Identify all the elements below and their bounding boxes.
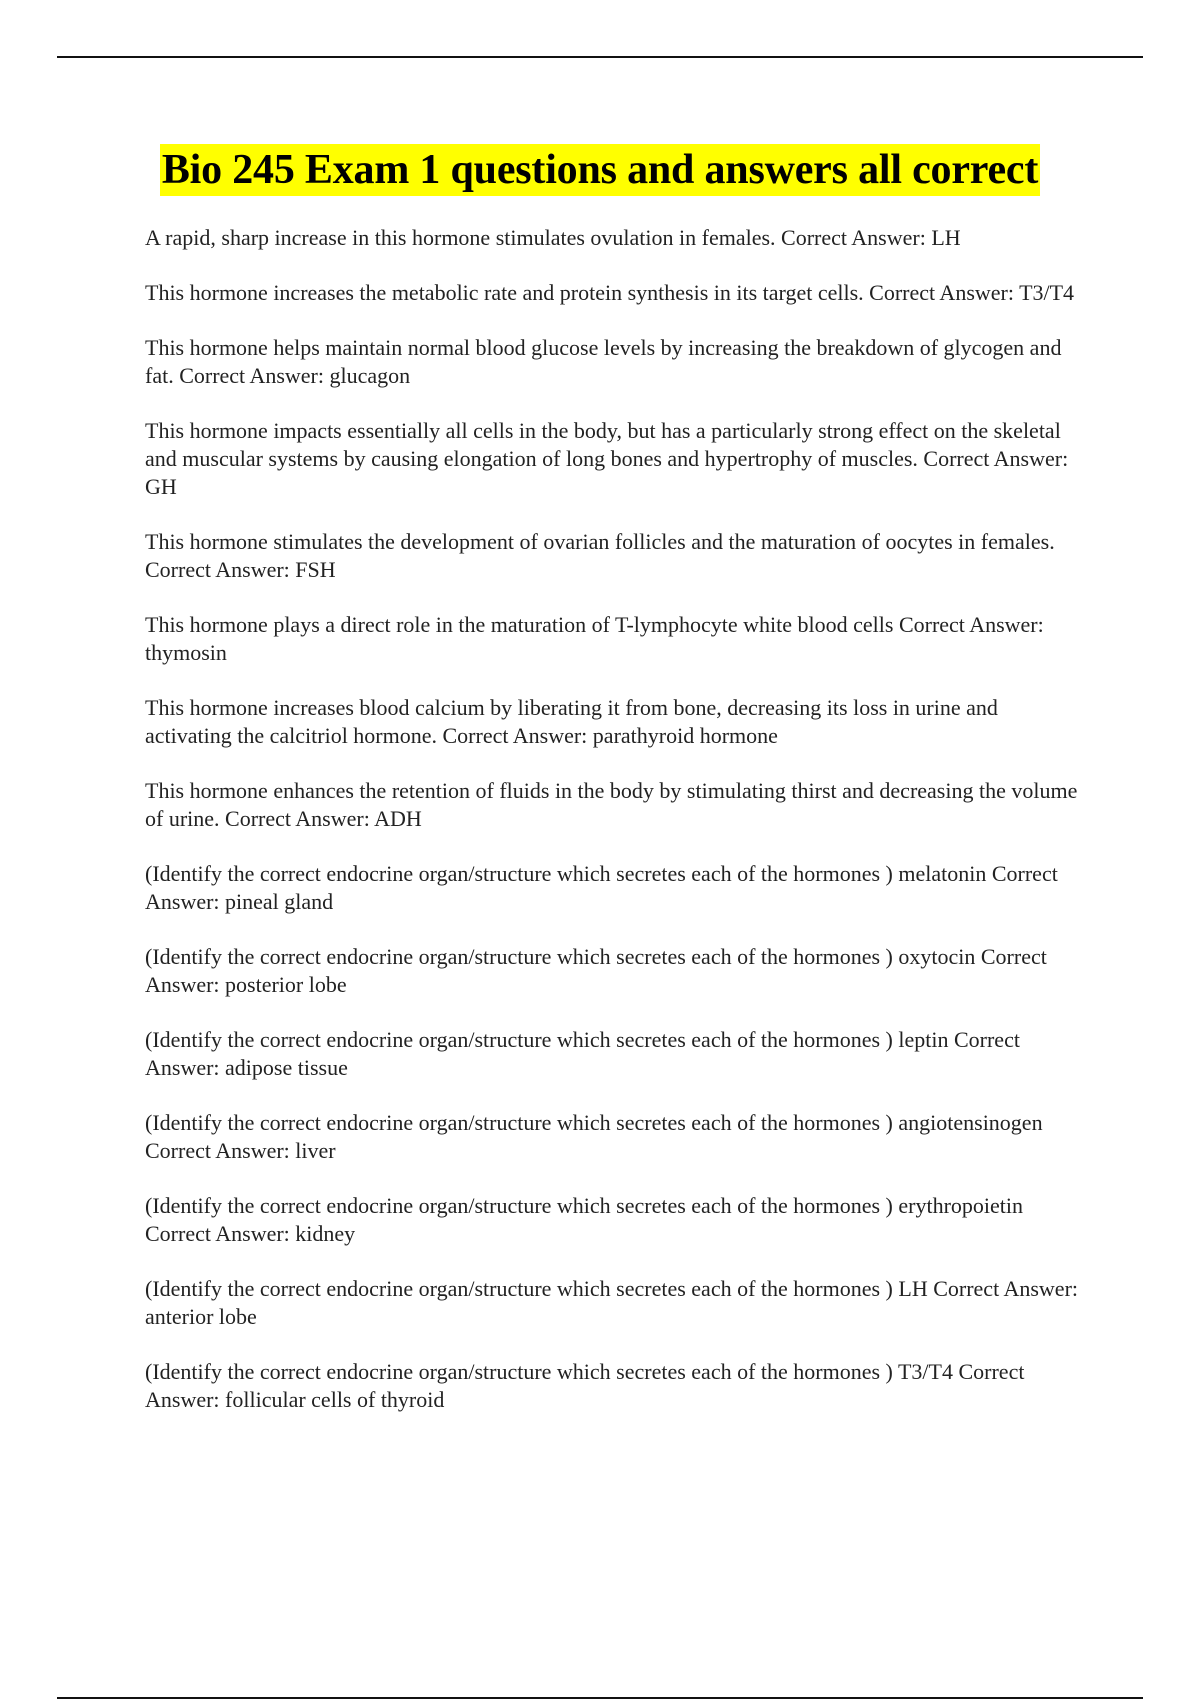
qa-item: A rapid, sharp increase in this hormone stimulates ovulation in females. Correct Answer: LH xyxy=(145,225,961,250)
qa-item: This hormone plays a direct role in the maturation of T-lymphocyte white blood cells Correct Answer: thymosin xyxy=(145,612,1044,665)
page-title: Bio 245 Exam 1 questions and answers all correct xyxy=(160,144,1040,196)
qa-item: (Identify the correct endocrine organ/structure which secretes each of the hormones ) leptin Correct Answer: adipose tissue xyxy=(145,1027,1020,1080)
qa-item: This hormone stimulates the development of ovarian follicles and the maturation of oocytes in females. Correct Answer: FSH xyxy=(145,529,1055,582)
qa-item: (Identify the correct endocrine organ/structure which secretes each of the hormones ) T3/T4 Correct Answer: follicular cells of thyroid xyxy=(145,1359,1025,1412)
qa-item: (Identify the correct endocrine organ/structure which secretes each of the hormones ) erythropoietin Correct Answer: kidney xyxy=(145,1193,1024,1246)
title-container xyxy=(0,144,1200,196)
qa-item: This hormone increases blood calcium by liberating it from bone, decreasing its loss in urine and activating the calcitriol hormone. Correct Answer: parathyroid hormone xyxy=(145,695,998,748)
qa-item: This hormone impacts essentially all cells in the body, but has a particularly strong effect on the skeletal and muscular systems by causing elongation of long bones and hypertrophy of muscles. Correct Answer: GH xyxy=(145,418,1069,499)
qa-item: (Identify the correct endocrine organ/structure which secretes each of the hormones ) angiotensinogen Correct Answer: liver xyxy=(145,1110,1043,1163)
qa-item: This hormone increases the metabolic rate and protein synthesis in its target cells. Correct Answer: T3/T4 xyxy=(145,280,1075,305)
top-rule xyxy=(57,56,1143,58)
qa-item: This hormone enhances the retention of fluids in the body by stimulating thirst and decreasing the volume of urine. Correct Answer: ADH xyxy=(145,778,1078,831)
qa-item: This hormone helps maintain normal blood glucose levels by increasing the breakdown of glycogen and fat. Correct Answer: glucagon xyxy=(145,335,1062,388)
qa-item: (Identify the correct endocrine organ/structure which secretes each of the hormones ) LH Correct Answer: anterior lobe xyxy=(145,1276,1079,1329)
bottom-rule xyxy=(57,1697,1143,1699)
qa-list xyxy=(145,224,1090,1441)
qa-item: (Identify the correct endocrine organ/structure which secretes each of the hormones ) oxytocin Correct Answer: posterior lobe xyxy=(145,944,1047,997)
qa-item: (Identify the correct endocrine organ/structure which secretes each of the hormones ) melatonin Correct Answer: pineal gland xyxy=(145,861,1058,914)
